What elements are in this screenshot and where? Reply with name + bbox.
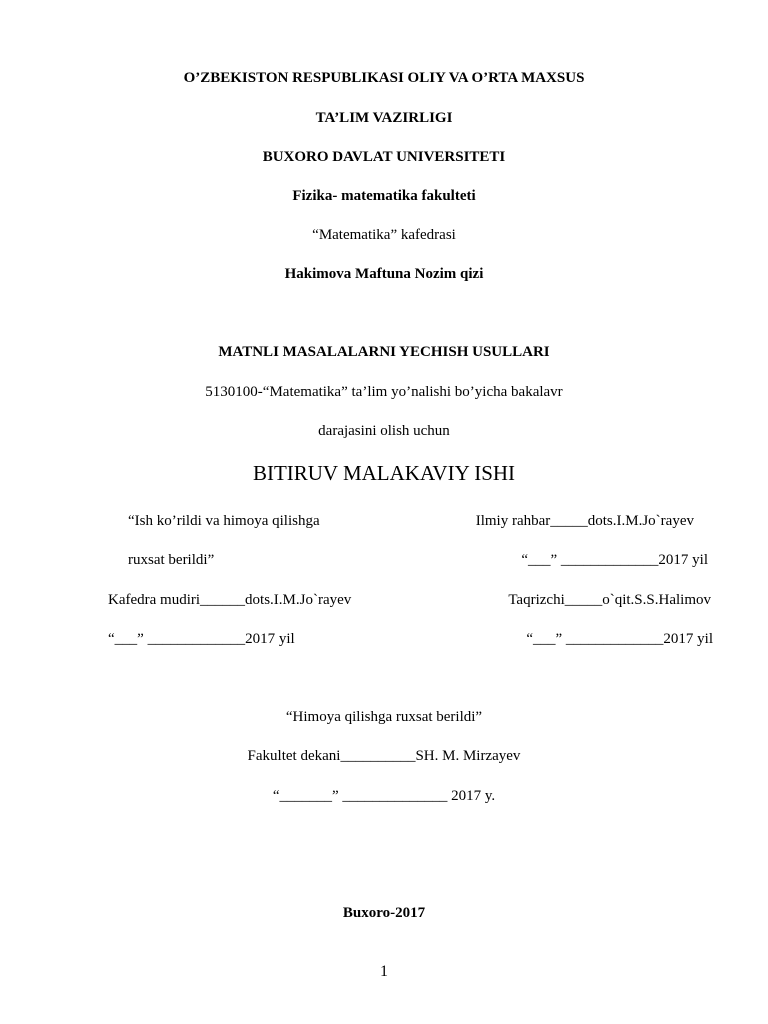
- direction-line-1: 5130100-“Matematika” ta’lim yo’nalishi bo’yicha bakalavr: [205, 384, 563, 400]
- thesis-topic: MATNLI MASALALARNI YECHISH USULLARI: [218, 344, 550, 360]
- university-name: BUXORO DAVLAT UNIVERSITETI: [262, 149, 506, 165]
- department-head-date-line: “___” _____________2017 yil: [108, 631, 295, 647]
- department-name: “Matematika” kafedrasi: [312, 227, 456, 243]
- dean-permission: “Himoya qilishga ruxsat berildi”: [285, 709, 483, 725]
- dean-date-line: “_______” ______________ 2017 y.: [272, 788, 496, 804]
- direction-line-2: darajasini olish uchun: [318, 423, 450, 439]
- faculty-name: Fizika- matematika fakulteti: [292, 188, 476, 204]
- ministry-line-1: O’ZBEKISTON RESPUBLIKASI OLIY VA O’RTA MAXSUS: [183, 70, 585, 86]
- author-name: Hakimova Maftuna Nozim qizi: [284, 266, 484, 282]
- work-type-heading: BITIRUV MALAKAVIY ISHI: [252, 461, 516, 485]
- supervisor-date-line: “___” _____________2017 yil: [521, 552, 708, 568]
- city-year: Buxoro-2017: [342, 905, 426, 921]
- reviewer-date-line: “___” _____________2017 yil: [526, 631, 713, 647]
- approval-left-line-1: “Ish ko’rildi va himoya qilishga: [128, 513, 320, 529]
- supervisor-line: Ilmiy rahbar_____dots.I.M.Jo`rayev: [475, 513, 694, 529]
- department-head-line: Kafedra mudiri______dots.I.M.Jo`rayev: [108, 592, 352, 608]
- dean-signature-line: Fakultet dekani__________SH. M. Mirzayev: [247, 748, 521, 764]
- approval-left-line-2: ruxsat berildi”: [128, 552, 215, 568]
- reviewer-line: Taqrizchi_____o`qit.S.S.Halimov: [508, 592, 711, 608]
- page-number: 1: [380, 963, 388, 980]
- ministry-line-2: TA’LIM VAZIRLIGI: [315, 110, 453, 126]
